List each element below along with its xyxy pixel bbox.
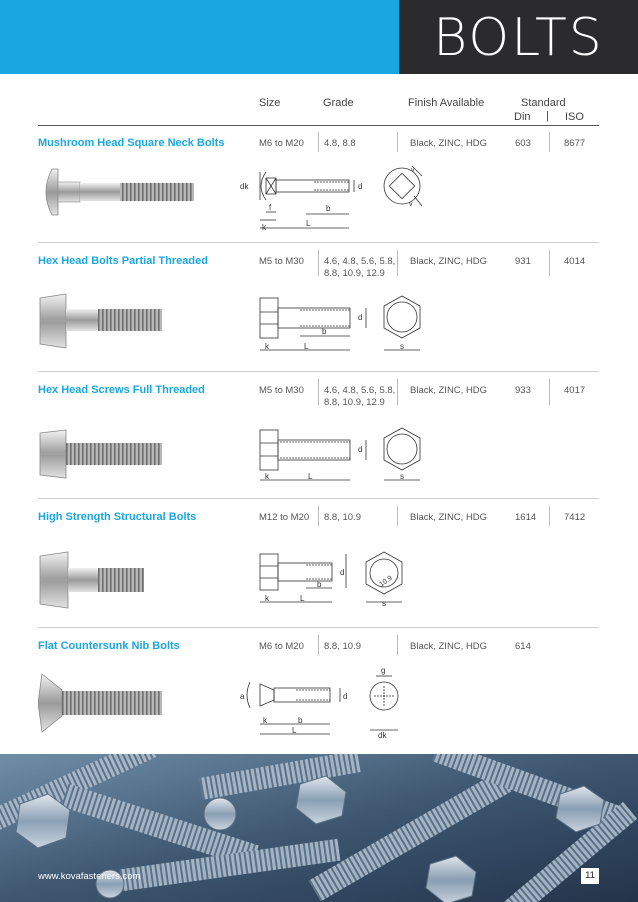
dim-d: d xyxy=(340,568,345,577)
col-separator xyxy=(318,635,319,655)
col-iso: ISO xyxy=(565,111,584,123)
row-title-countersunk: Flat Countersunk Nib Bolts xyxy=(38,640,180,652)
dim-s: s xyxy=(400,342,404,351)
dim-L: L xyxy=(300,594,305,603)
col-finish: Finish Available xyxy=(408,97,485,109)
dim-b: b xyxy=(317,580,322,589)
row-finish: Black, ZINC, HDG xyxy=(410,512,488,523)
dim-k: k xyxy=(262,223,266,232)
row-finish: Black, ZINC, HDG xyxy=(410,385,488,396)
row-iso: 7412 xyxy=(564,512,586,523)
footer-url[interactable]: www.kovafasteners.com xyxy=(38,871,141,882)
col-din: Din xyxy=(514,111,531,123)
dim-L: L xyxy=(308,472,313,481)
row-divider xyxy=(38,498,599,499)
dim-k: k xyxy=(265,594,269,603)
dim-s: s xyxy=(400,472,404,481)
dim-k: k xyxy=(265,342,269,351)
row-grade: 8.8, 10.9 xyxy=(324,512,361,523)
hex-partial-bolt-diagram xyxy=(236,290,436,358)
row-iso: 4017 xyxy=(564,385,586,396)
page-number: 11 xyxy=(581,868,599,884)
dim-d: d xyxy=(343,692,348,701)
row-din: 603 xyxy=(515,138,531,149)
row-din: 931 xyxy=(515,256,531,267)
row-grade-2: 8.8, 10.9, 12.9 xyxy=(324,268,385,279)
row-iso: 4014 xyxy=(564,256,586,267)
dim-d: d xyxy=(358,182,363,191)
page-title: BOLTS xyxy=(433,8,604,68)
row-title-high-strength: High Strength Structural Bolts xyxy=(38,511,197,523)
col-standard: Standard xyxy=(521,97,566,109)
row-finish: Black, ZINC, HDG xyxy=(410,138,488,149)
dim-k: k xyxy=(263,716,267,725)
dim-v: v xyxy=(409,201,413,208)
col-separator xyxy=(397,506,398,526)
row-size: M5 to M30 xyxy=(259,256,304,267)
hex-full-bolt-photo xyxy=(38,428,168,480)
col-separator xyxy=(397,379,398,405)
row-divider xyxy=(38,627,599,628)
dim-L: L xyxy=(306,219,311,228)
row-divider xyxy=(38,242,599,243)
hex-full-bolt-diagram xyxy=(236,420,436,488)
row-size: M6 to M20 xyxy=(259,138,304,149)
row-din: 1614 xyxy=(515,512,537,523)
mushroom-bolt-diagram xyxy=(236,160,436,235)
dim-L: L xyxy=(304,342,309,351)
col-grade: Grade xyxy=(323,97,354,109)
row-size: M12 to M20 xyxy=(259,512,310,523)
row-grade: 8.8, 10.9 xyxy=(324,641,361,652)
countersunk-bolt-photo xyxy=(38,672,168,734)
row-din: 933 xyxy=(515,385,531,396)
mushroom-bolt-photo xyxy=(38,165,198,220)
dim-s: s xyxy=(382,599,386,608)
dim-k: k xyxy=(265,472,269,481)
row-grade: 4.6, 4.8, 5.6, 5.8, xyxy=(324,256,396,267)
row-divider xyxy=(38,371,599,372)
col-separator xyxy=(318,379,319,405)
header-rule xyxy=(38,125,599,126)
row-grade: 4.8, 8.8 xyxy=(324,138,356,149)
dim-b: b xyxy=(326,204,331,213)
col-separator xyxy=(549,132,550,152)
dim-a: a xyxy=(240,692,245,701)
structural-bolt-photo xyxy=(38,550,148,610)
dim-b: b xyxy=(322,327,327,336)
dim-dk: dk xyxy=(240,182,249,191)
dim-d: d xyxy=(358,313,363,322)
row-title-hex-partial: Hex Head Bolts Partial Threaded xyxy=(38,255,208,267)
hex-grade-mark: 10.9 xyxy=(378,574,394,589)
dim-b: b xyxy=(298,716,303,725)
countersunk-bolt-diagram xyxy=(236,662,436,742)
col-separator xyxy=(318,506,319,526)
dim-L: L xyxy=(292,726,297,735)
row-finish: Black, ZINC, HDG xyxy=(410,256,488,267)
col-separator xyxy=(549,506,550,526)
row-grade-2: 8.8, 10.9, 12.9 xyxy=(324,397,385,408)
structural-bolt-diagram xyxy=(236,548,436,610)
row-title-hex-full: Hex Head Screws Full Threaded xyxy=(38,384,205,396)
col-divider: | xyxy=(546,110,549,122)
col-separator xyxy=(318,132,319,152)
col-separator xyxy=(397,635,398,655)
dim-f: f xyxy=(269,203,272,212)
row-size: M5 to M30 xyxy=(259,385,304,396)
dim-g: g xyxy=(381,666,386,675)
col-separator xyxy=(397,132,398,152)
col-separator xyxy=(397,250,398,276)
dim-dk: dk xyxy=(378,731,387,740)
col-separator xyxy=(549,379,550,405)
row-din: 614 xyxy=(515,641,531,652)
col-size: Size xyxy=(259,97,281,109)
row-title-mushroom: Mushroom Head Square Neck Bolts xyxy=(38,137,225,149)
dim-d: d xyxy=(358,445,363,454)
hex-partial-bolt-photo xyxy=(38,292,168,350)
row-finish: Black, ZINC, HDG xyxy=(410,641,488,652)
row-iso: 8677 xyxy=(564,138,586,149)
title-box xyxy=(399,0,638,74)
dim-v: v xyxy=(411,167,415,174)
row-size: M6 to M20 xyxy=(259,641,304,652)
col-separator xyxy=(318,250,319,276)
col-separator xyxy=(549,250,550,276)
row-grade: 4.6, 4.8, 5.6, 5.8, xyxy=(324,385,396,396)
